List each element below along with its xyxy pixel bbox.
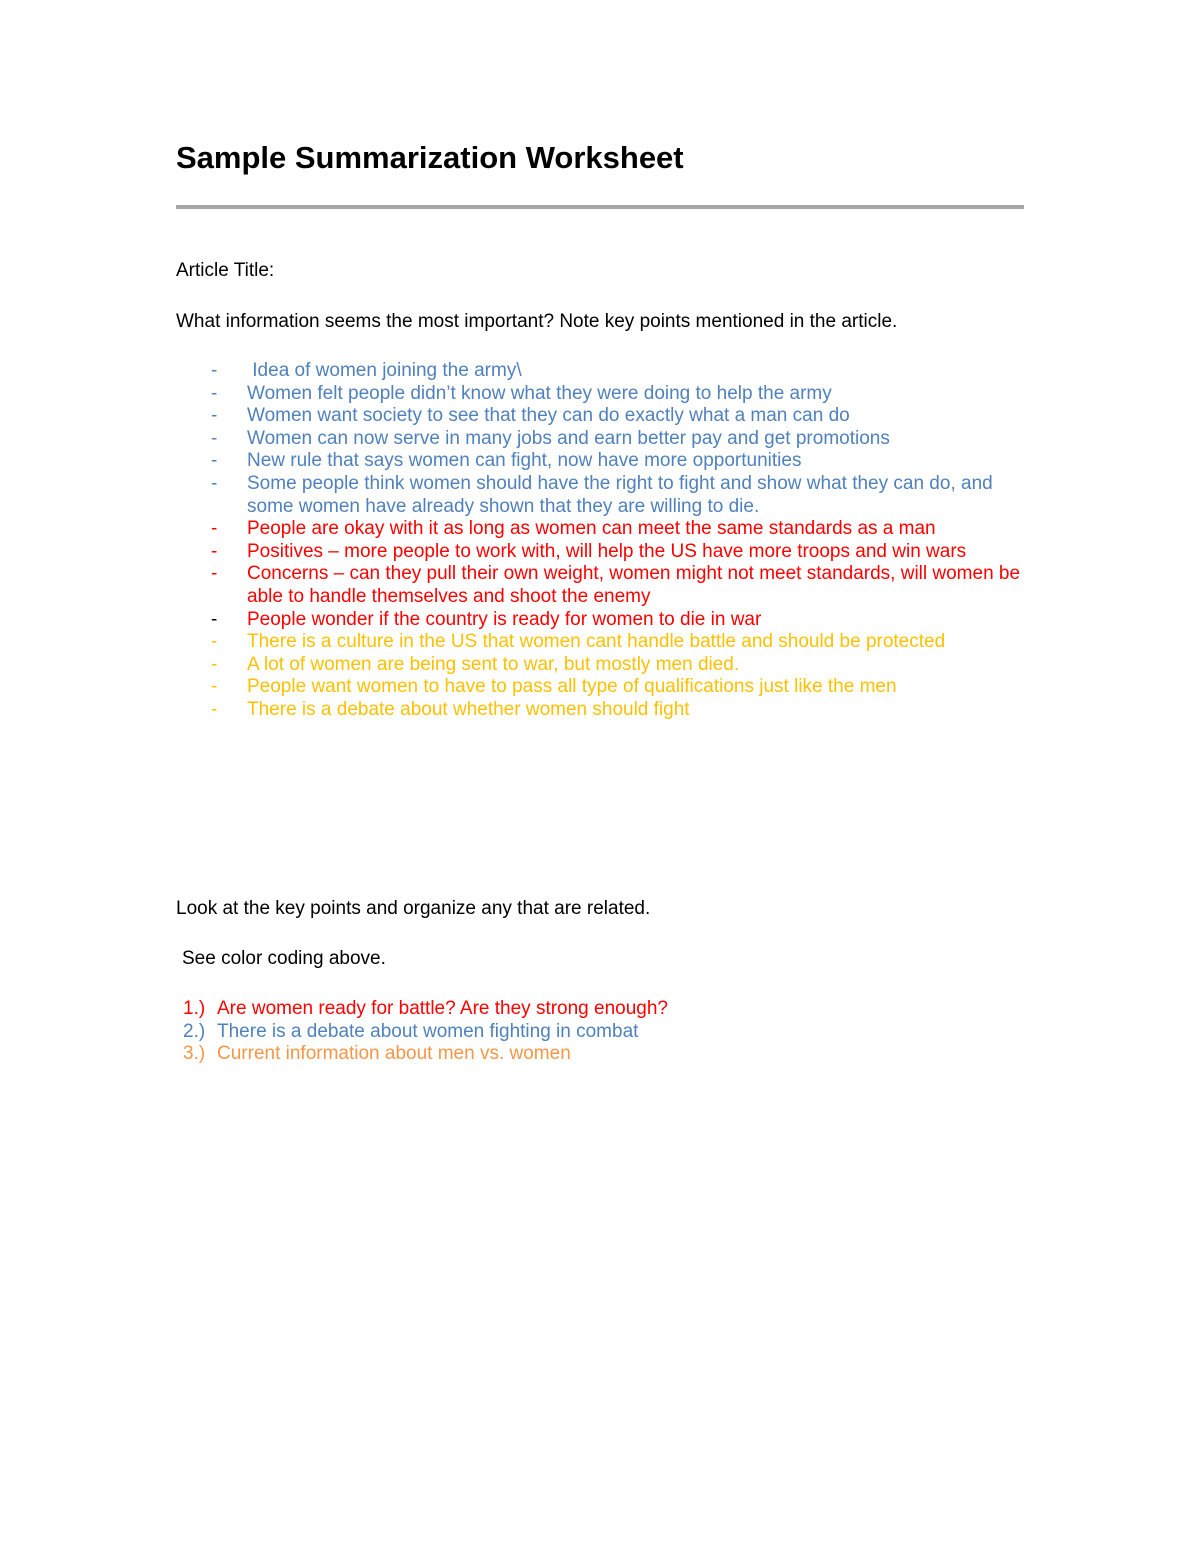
bullet-dash: - [211, 472, 218, 494]
key-point-item [176, 360, 1036, 383]
bullet-dash: - [211, 518, 218, 540]
key-point-item [176, 450, 1036, 473]
key-point-text: Women want society to see that they can do exactly what a man can do [247, 405, 850, 427]
title-divider [176, 205, 1024, 209]
bullet-dash: - [211, 427, 218, 449]
bullet-dash: - [211, 450, 218, 472]
key-point-item [176, 654, 1036, 677]
bullet-dash: - [211, 653, 218, 675]
bullet-dash: - [211, 631, 218, 653]
key-point-item [176, 473, 1036, 518]
group-number: 3.) [183, 1043, 206, 1065]
related-group-item [183, 1043, 668, 1066]
key-point-item [176, 676, 1036, 699]
bullet-dash: - [211, 563, 218, 585]
article-title-label: Article Title: [176, 260, 275, 281]
group-number: 1.) [183, 998, 206, 1019]
key-point-text: People are okay with it as long as women can meet the same standards as a man [247, 518, 936, 540]
key-point-text: Women can now serve in many jobs and earn better pay and get promotions [247, 427, 890, 449]
question-important-info: What information seems the most important? Note key points mentioned in the article. [176, 311, 898, 332]
key-point-item [176, 518, 1036, 541]
group-number: 2.) [183, 1020, 206, 1042]
key-point-item [176, 699, 1036, 722]
key-point-item [176, 383, 1036, 406]
bullet-dash: - [211, 698, 218, 720]
key-point-text: Positives – more people to work with, will help the US have more troops and win wars [247, 540, 967, 562]
key-point-item [176, 541, 1036, 564]
color-coding-note: See color coding above. [182, 948, 386, 969]
key-point-text: Women felt people didn’t know what they were doing to help the army [247, 382, 832, 404]
group-text: Current information about men vs. women [217, 1043, 571, 1065]
page-title: Sample Summarization Worksheet [176, 140, 684, 175]
related-group-item [183, 1021, 668, 1044]
key-points-list [176, 360, 1036, 722]
related-group-item [183, 998, 668, 1021]
key-point-text: A lot of women are being sent to war, but mostly men died. [247, 653, 740, 675]
key-point-text: People wonder if the country is ready for women to die in war [247, 608, 762, 630]
group-text: Are women ready for battle? Are they strong enough? [217, 998, 668, 1019]
bullet-dash: - [211, 405, 218, 427]
key-point-text: New rule that says women can fight, now have more opportunities [247, 450, 802, 472]
bullet-dash: - [211, 676, 218, 698]
key-point-text: There is a culture in the US that women cant handle battle and should be protected [247, 631, 946, 653]
key-point-item [176, 631, 1036, 654]
key-point-text: There is a debate about whether women should fight [247, 698, 690, 720]
bullet-dash: - [211, 608, 218, 630]
key-point-text: Some people think women should have the right to fight and show what they can do, and some women have already shown that they are willing to die. [247, 472, 998, 517]
key-point-item [176, 428, 1036, 451]
bullet-dash: - [211, 382, 218, 404]
key-point-text: Idea of women joining the army\ [247, 360, 522, 381]
bullet-dash: - [211, 360, 218, 381]
key-point-item [176, 609, 1036, 632]
question-organize: Look at the key points and organize any that are related. [176, 898, 651, 919]
bullet-dash: - [211, 540, 218, 562]
key-point-text: People want women to have to pass all type of qualifications just like the men [247, 676, 897, 698]
key-point-item [176, 563, 1036, 608]
group-text: There is a debate about women fighting in combat [217, 1020, 639, 1042]
key-point-text: Concerns – can they pull their own weight, women might not meet standards, will women be able to handle themselves and shoot the enemy [247, 563, 1026, 607]
key-point-item [176, 405, 1036, 428]
related-groups-list [183, 998, 668, 1066]
